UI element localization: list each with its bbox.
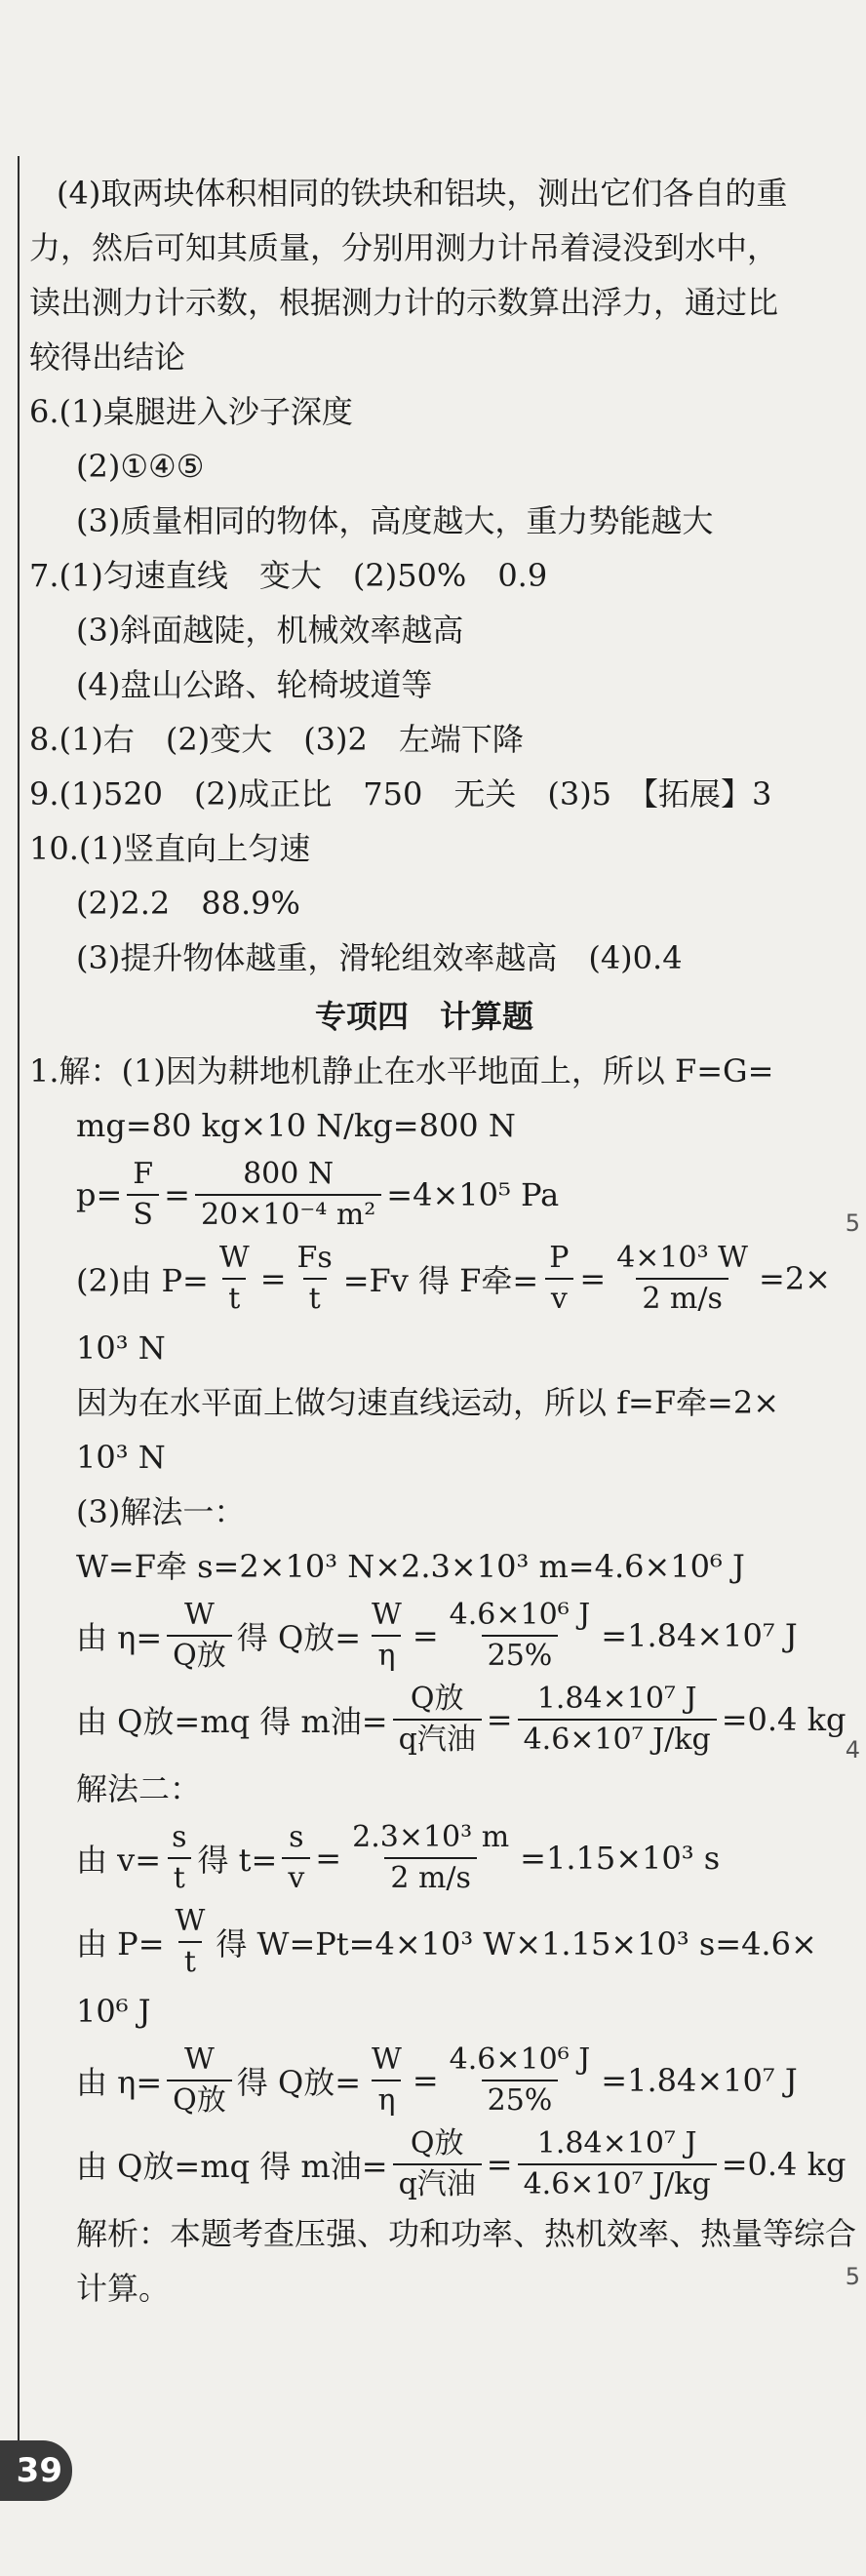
text-line: 较得出结论	[29, 338, 186, 376]
calc-line: 解法二：	[76, 1770, 202, 1807]
q7-line: (3)斜面越陡，机械效率越高	[76, 612, 464, 649]
calc-line: 1.解：(1)因为耕地机静止在水平地面上，所以 F=G=	[29, 1052, 774, 1090]
denominator: q汽油	[393, 2163, 482, 2202]
q9-line: 9.(1)520 (2)成正比 750 无关 (3)5 【拓展】3	[29, 775, 772, 812]
numerator: W	[372, 1598, 402, 1632]
calc-line: (3)解法一：	[76, 1493, 246, 1530]
edge-mark: 5	[845, 2263, 860, 2290]
numerator: W	[184, 2042, 215, 2077]
formula-text: =Fv 得 F牵=	[342, 1262, 539, 1299]
formula-text: 由 Q放=mq 得 m油=	[76, 2148, 388, 2185]
numerator: Fs	[296, 1241, 333, 1275]
calc-line: 10⁶ J	[76, 1993, 151, 2030]
fraction	[518, 2126, 717, 2202]
formula-text: =2×	[759, 1260, 831, 1297]
efficiency-formula	[29, 1594, 819, 1678]
denominator: 25%	[482, 1635, 559, 1674]
answer-content	[29, 166, 857, 2316]
fraction	[170, 1904, 212, 1980]
numerator: 1.84×10⁷ J	[536, 1682, 697, 1716]
numerator: 800 N	[243, 1157, 335, 1191]
section-title: 专项四 计算题	[314, 998, 533, 1035]
fraction	[195, 1157, 381, 1233]
fraction	[167, 1598, 232, 1674]
fraction	[444, 2042, 597, 2119]
fraction	[167, 2042, 232, 2119]
denominator: η	[372, 1635, 401, 1674]
numerator: Q放	[410, 2126, 464, 2160]
calc-line: mg=80 kg×10 N/kg=800 N	[76, 1107, 516, 1144]
formula-text: (2)由 P=	[76, 1262, 209, 1299]
formula-text: 得 Q放=	[236, 1619, 362, 1656]
q6-line: 6.(1)桌腿进入沙子深度	[29, 393, 353, 430]
q10-line: 10.(1)竖直向上匀速	[29, 830, 311, 867]
q10-line: (3)提升物体越重，滑轮组效率越高 (4)0.4	[76, 939, 683, 976]
numerator: 4.6×10⁶ J	[449, 2042, 591, 2077]
numerator: 1.84×10⁷ J	[536, 2126, 697, 2160]
pressure-formula	[29, 1153, 819, 1237]
q7-line: (4)盘山公路、轮椅坡道等	[76, 666, 433, 703]
q8-line: 8.(1)右 (2)变大 (3)2 左端下降	[29, 721, 524, 758]
q6-line: (3)质量相同的物体，高度越大，重力势能越大	[76, 502, 714, 539]
efficiency-formula	[29, 2039, 819, 2122]
fraction	[214, 1241, 256, 1317]
formula-text: 得 Q放=	[236, 2064, 362, 2101]
analysis-line: 计算。	[76, 2270, 171, 2307]
denominator: Q放	[167, 1635, 232, 1674]
equals: =	[412, 2062, 439, 2099]
denominator: t	[303, 1278, 327, 1317]
fraction	[543, 1241, 574, 1317]
denominator: t	[178, 1941, 202, 1980]
denominator: 4.6×10⁷ J/kg	[518, 2163, 717, 2202]
numerator: W	[372, 2042, 402, 2077]
formula-text: =1.15×10³ s	[520, 1840, 721, 1877]
time-formula	[29, 1816, 819, 1900]
edge-mark: 4	[845, 1736, 860, 1764]
denominator: 25%	[482, 2080, 559, 2119]
q6-line: (2)①④⑤	[76, 448, 205, 485]
numerator: 4×10³ W	[616, 1241, 748, 1275]
denominator: v	[282, 1857, 310, 1896]
fraction	[346, 1820, 515, 1896]
formula-text: =1.84×10⁷ J	[601, 2062, 798, 2099]
equals: =	[486, 2146, 513, 2183]
denominator: 2 m/s	[384, 1857, 477, 1896]
formula-text: =4×10⁵ Pa	[386, 1176, 560, 1213]
work-formula	[29, 1900, 819, 1984]
fraction	[393, 2126, 482, 2202]
numerator: 2.3×10³ m	[352, 1820, 510, 1854]
fraction	[166, 1820, 192, 1896]
formula-text: 由 v=	[76, 1842, 162, 1879]
fraction	[292, 1241, 338, 1317]
q7-line: 7.(1)匀速直线 变大 (2)50% 0.9	[29, 557, 548, 594]
denominator: q汽油	[393, 1719, 482, 1758]
denominator: Q放	[167, 2080, 232, 2119]
formula-text: 由 η=	[76, 2064, 163, 2101]
numerator: 4.6×10⁶ J	[449, 1598, 591, 1632]
calc-line: 10³ N	[76, 1329, 166, 1367]
denominator: S	[127, 1194, 159, 1233]
formula-text: 得 t=	[197, 1842, 278, 1879]
formula-text: 由 η=	[76, 1619, 163, 1656]
formula-text: =1.84×10⁷ J	[601, 1617, 798, 1654]
denominator: 2 m/s	[636, 1278, 728, 1317]
numerator: s	[289, 1820, 304, 1854]
margin-rule	[18, 156, 20, 2477]
denominator: 4.6×10⁷ J/kg	[518, 1719, 717, 1758]
fraction	[444, 1598, 597, 1674]
fraction	[518, 1682, 717, 1758]
denominator: 20×10⁻⁴ m²	[195, 1194, 381, 1233]
text-line: (4)取两块体积相同的铁块和铝块，测出它们各自的重	[57, 175, 788, 212]
numerator: W	[218, 1241, 250, 1275]
fraction	[393, 1682, 482, 1758]
formula-text: 由 Q放=mq 得 m油=	[76, 1703, 388, 1740]
formula-text: =0.4 kg	[721, 1701, 846, 1738]
formula-text: 得 W=Pt=4×10³ W×1.15×10³ s=4.6×	[216, 1925, 817, 1962]
formula-text: =0.4 kg	[721, 2146, 846, 2183]
formula-text: p=	[76, 1176, 123, 1213]
denominator: v	[545, 1278, 573, 1317]
analysis-line: 解析：本题考查压强、功和功率、热机效率、热量等综合	[76, 2215, 857, 2252]
power-formula	[29, 1237, 831, 1321]
edge-mark: 5	[845, 1209, 860, 1237]
calc-line: W=F牵 s=2×10³ N×2.3×10³ m=4.6×10⁶ J	[76, 1548, 745, 1585]
text-line: 力，然后可知其质量，分别用测力计吊着浸没到水中，	[29, 229, 779, 266]
mass-formula	[29, 2122, 846, 2206]
fraction	[610, 1241, 754, 1317]
equals: =	[315, 1840, 342, 1877]
denominator: t	[222, 1278, 246, 1317]
numerator: W	[175, 1904, 206, 1938]
denominator: η	[372, 2080, 401, 2119]
calc-line: 10³ N	[76, 1439, 166, 1476]
fraction	[282, 1820, 310, 1896]
numerator: W	[184, 1598, 215, 1632]
equals: =	[412, 1617, 439, 1654]
equals: =	[486, 1701, 513, 1738]
calc-line: 因为在水平面上做匀速直线运动，所以 f=F牵=2×	[76, 1384, 780, 1421]
denominator: t	[168, 1857, 191, 1896]
mass-formula	[29, 1678, 846, 1762]
fraction	[366, 2042, 408, 2119]
fraction	[127, 1157, 159, 1233]
fraction	[366, 1598, 408, 1674]
numerator: F	[133, 1157, 154, 1191]
q10-line: (2)2.2 88.9%	[76, 885, 300, 922]
numerator: s	[172, 1820, 187, 1854]
equals: =	[164, 1176, 190, 1213]
formula-text: 由 P=	[76, 1925, 165, 1962]
text-line: 读出测力计示数，根据测力计的示数算出浮力，通过比	[29, 284, 779, 321]
page-number: 39	[0, 2440, 72, 2501]
numerator: P	[549, 1241, 570, 1275]
equals: =	[259, 1260, 287, 1297]
numerator: Q放	[410, 1682, 464, 1716]
equals: =	[579, 1260, 607, 1297]
